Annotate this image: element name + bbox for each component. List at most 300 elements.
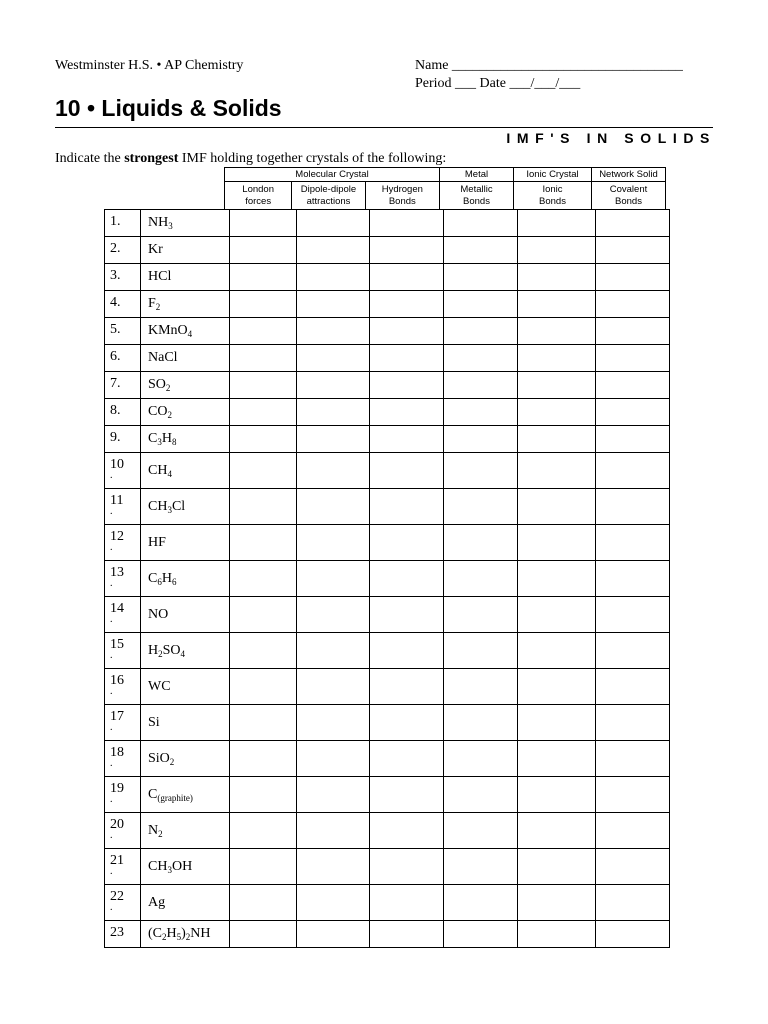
col-label-line: forces <box>245 195 272 207</box>
row-number-dot: . <box>110 686 113 697</box>
answer-cell[interactable] <box>444 453 518 489</box>
col-label-line: Bonds <box>463 195 490 207</box>
row-number-text: 4. <box>110 295 121 310</box>
table-body <box>105 210 670 948</box>
row-number-dot: . <box>110 650 113 661</box>
answer-cell[interactable] <box>370 525 444 561</box>
answer-cell[interactable] <box>518 633 596 669</box>
row-number-dot: . <box>110 722 113 733</box>
answer-cell[interactable] <box>230 705 297 741</box>
col-label-line: Ionic <box>542 183 563 195</box>
answer-cell[interactable] <box>596 453 670 489</box>
answer-cell[interactable] <box>297 741 370 777</box>
col-label-line: Covalent <box>609 183 648 195</box>
row-number-text: 21 <box>110 853 124 868</box>
answer-cell[interactable] <box>596 525 670 561</box>
answer-cell[interactable] <box>297 372 370 399</box>
answer-cell[interactable] <box>297 399 370 426</box>
col-label-line: Hydrogen <box>381 183 423 195</box>
formula-subscript: 3 <box>157 437 162 447</box>
formula-part: SO <box>148 377 166 392</box>
formula-subscript: 3 <box>168 221 173 231</box>
answer-cell[interactable] <box>230 453 297 489</box>
row-number-text: 10 <box>110 457 124 472</box>
compound-formula <box>141 885 230 921</box>
answer-cell[interactable] <box>370 372 444 399</box>
formula-part: NH <box>148 215 169 230</box>
row-number <box>105 453 141 489</box>
compound-formula <box>141 633 230 669</box>
row-number-dot: . <box>110 542 113 553</box>
answer-cell[interactable] <box>230 849 297 885</box>
answer-cell[interactable] <box>518 426 596 453</box>
group-metal: Metal <box>440 168 514 182</box>
answer-cell[interactable] <box>230 489 297 525</box>
column-header-table <box>224 167 666 210</box>
answer-cell[interactable] <box>297 525 370 561</box>
answer-cell[interactable] <box>518 264 596 291</box>
answer-cell[interactable] <box>230 291 297 318</box>
answer-cell[interactable] <box>518 345 596 372</box>
answer-cell[interactable] <box>297 921 370 948</box>
answer-cell[interactable] <box>297 597 370 633</box>
answer-cell[interactable] <box>444 399 518 426</box>
answer-cell[interactable] <box>444 669 518 705</box>
formula-part: CH <box>148 498 168 514</box>
answer-cell[interactable] <box>370 813 444 849</box>
row-number-dot: . <box>110 470 113 481</box>
imf-worksheet-table <box>104 209 670 948</box>
answer-cell[interactable] <box>518 318 596 345</box>
answer-cell[interactable] <box>518 399 596 426</box>
formula-part: H <box>166 926 177 941</box>
answer-cell[interactable] <box>297 777 370 813</box>
answer-cell[interactable] <box>444 633 518 669</box>
answer-cell[interactable] <box>596 633 670 669</box>
formula-part: KMnO <box>148 323 188 338</box>
answer-cell[interactable] <box>230 813 297 849</box>
answer-cell[interactable] <box>297 345 370 372</box>
answer-cell[interactable] <box>596 399 670 426</box>
answer-cell[interactable] <box>444 345 518 372</box>
answer-cell[interactable] <box>596 237 670 264</box>
formula-part: Si <box>148 714 160 730</box>
answer-cell[interactable] <box>370 597 444 633</box>
answer-cell[interactable] <box>444 561 518 597</box>
formula-part: Kr <box>148 242 163 257</box>
table-row <box>105 318 670 345</box>
row-number <box>105 372 141 399</box>
answer-cell[interactable] <box>518 885 596 921</box>
title-divider <box>55 127 713 128</box>
answer-cell[interactable] <box>230 921 297 948</box>
answer-cell[interactable] <box>297 633 370 669</box>
row-number <box>105 291 141 318</box>
formula-subscript: 2 <box>167 410 172 420</box>
row-number-text: 6. <box>110 349 121 364</box>
answer-cell[interactable] <box>230 669 297 705</box>
instructions <box>55 151 446 167</box>
col-hydrogen-bonds <box>365 182 439 210</box>
answer-cell[interactable] <box>230 426 297 453</box>
answer-cell[interactable] <box>596 372 670 399</box>
answer-cell[interactable] <box>370 777 444 813</box>
formula-part: C <box>148 570 158 586</box>
row-number-text: 3. <box>110 268 121 283</box>
row-number <box>105 237 141 264</box>
answer-cell[interactable] <box>518 237 596 264</box>
formula-part: HCl <box>148 269 172 284</box>
answer-cell[interactable] <box>444 372 518 399</box>
table-row <box>105 426 670 453</box>
compound-formula <box>141 669 230 705</box>
answer-cell[interactable] <box>518 525 596 561</box>
answer-cell[interactable] <box>370 426 444 453</box>
answer-cell[interactable] <box>370 705 444 741</box>
answer-cell[interactable] <box>518 705 596 741</box>
formula-subscript: 6 <box>171 576 177 587</box>
row-number-dot: . <box>110 902 113 913</box>
answer-cell[interactable] <box>230 561 297 597</box>
formula-part: N <box>148 822 159 838</box>
answer-cell[interactable] <box>370 345 444 372</box>
formula-part: OH <box>171 858 193 874</box>
row-number-dot: . <box>110 506 113 517</box>
formula-subscript: 3 <box>167 504 172 515</box>
answer-cell[interactable] <box>444 705 518 741</box>
compound-formula <box>141 849 230 885</box>
formula-part: Cl <box>171 498 186 514</box>
compound-formula <box>141 741 230 777</box>
compound-formula <box>141 399 230 426</box>
compound-formula <box>141 318 230 345</box>
row-number-text: 13 <box>110 565 124 580</box>
col-london-forces <box>225 182 292 210</box>
row-number <box>105 561 141 597</box>
table-row <box>105 345 670 372</box>
answer-cell[interactable] <box>297 264 370 291</box>
compound-formula <box>141 264 230 291</box>
group-ionic-crystal: Ionic Crystal <box>514 168 592 182</box>
row-number-text: 7. <box>110 376 121 391</box>
col-label-line: Bonds <box>388 195 416 207</box>
row-number <box>105 705 141 741</box>
answer-cell[interactable] <box>370 453 444 489</box>
row-number <box>105 264 141 291</box>
answer-cell[interactable] <box>297 291 370 318</box>
answer-cell[interactable] <box>230 372 297 399</box>
answer-cell[interactable] <box>444 210 518 237</box>
answer-cell[interactable] <box>444 489 518 525</box>
compound-formula <box>141 921 230 948</box>
answer-cell[interactable] <box>297 210 370 237</box>
formula-subscript: 2 <box>158 828 163 839</box>
answer-cell[interactable] <box>370 885 444 921</box>
row-number-dot: . <box>110 614 113 625</box>
answer-cell[interactable] <box>370 291 444 318</box>
answer-cell[interactable] <box>444 777 518 813</box>
answer-cell[interactable] <box>297 453 370 489</box>
answer-cell[interactable] <box>230 597 297 633</box>
group-molecular-crystal: Molecular Crystal <box>225 168 440 182</box>
answer-cell[interactable] <box>518 813 596 849</box>
compound-formula <box>141 705 230 741</box>
answer-cell[interactable] <box>596 597 670 633</box>
answer-cell[interactable] <box>370 318 444 345</box>
col-label-line: Bonds <box>539 195 566 207</box>
answer-cell[interactable] <box>596 669 670 705</box>
formula-part: C <box>148 431 158 446</box>
formula-part: HF <box>148 534 166 550</box>
table-row <box>105 633 670 669</box>
row-number <box>105 426 141 453</box>
row-number-text: 18 <box>110 745 124 760</box>
answer-cell[interactable] <box>518 291 596 318</box>
school-course: Westminster H.S. • AP Chemistry <box>55 58 244 73</box>
answer-cell[interactable] <box>518 453 596 489</box>
answer-cell[interactable] <box>444 885 518 921</box>
row-number <box>105 633 141 669</box>
answer-cell[interactable] <box>444 921 518 948</box>
formula-subscript: (graphite) <box>157 792 193 803</box>
compound-formula <box>141 813 230 849</box>
answer-cell[interactable] <box>230 525 297 561</box>
formula-subscript: 4 <box>167 468 172 479</box>
row-number <box>105 921 141 948</box>
formula-part: Ag <box>148 894 166 910</box>
compound-formula <box>141 561 230 597</box>
answer-cell[interactable] <box>518 372 596 399</box>
row-number <box>105 741 141 777</box>
table-row <box>105 849 670 885</box>
answer-cell[interactable] <box>444 426 518 453</box>
row-number-text: 8. <box>110 403 121 418</box>
formula-subscript: 4 <box>187 329 193 339</box>
answer-cell[interactable] <box>518 741 596 777</box>
answer-cell[interactable] <box>518 561 596 597</box>
formula-part: ) <box>181 926 186 941</box>
compound-formula <box>141 597 230 633</box>
row-number <box>105 813 141 849</box>
answer-cell[interactable] <box>596 291 670 318</box>
answer-cell[interactable] <box>230 741 297 777</box>
formula-part: (C <box>148 926 162 941</box>
answer-cell[interactable] <box>370 669 444 705</box>
answer-cell[interactable] <box>444 237 518 264</box>
formula-part: NO <box>148 606 169 622</box>
answer-cell[interactable] <box>370 741 444 777</box>
answer-cell[interactable] <box>297 813 370 849</box>
col-label-line: Dipole-dipole <box>300 183 357 195</box>
answer-cell[interactable] <box>518 777 596 813</box>
col-label-line: Bonds <box>615 195 642 207</box>
row-number-text: 1. <box>110 214 121 229</box>
answer-cell[interactable] <box>297 849 370 885</box>
row-number-dot: . <box>110 578 113 589</box>
answer-cell[interactable] <box>370 237 444 264</box>
answer-cell[interactable] <box>297 669 370 705</box>
answer-cell[interactable] <box>518 669 596 705</box>
formula-subscript: 6 <box>157 576 162 587</box>
answer-cell[interactable] <box>518 597 596 633</box>
table-row <box>105 372 670 399</box>
answer-cell[interactable] <box>297 318 370 345</box>
formula-part: NaCl <box>148 350 178 365</box>
table-row <box>105 741 670 777</box>
answer-cell[interactable] <box>444 597 518 633</box>
formula-part: H <box>148 642 159 658</box>
answer-cell[interactable] <box>297 489 370 525</box>
formula-part: NH <box>190 926 211 941</box>
answer-cell[interactable] <box>370 633 444 669</box>
instructions-start: Indicate the <box>55 151 125 166</box>
answer-cell[interactable] <box>230 885 297 921</box>
row-number-text: 23 <box>110 925 124 940</box>
table-row <box>105 264 670 291</box>
formula-part: H <box>161 431 172 446</box>
col-label-line: attractions <box>306 195 351 207</box>
answer-cell[interactable] <box>596 849 670 885</box>
answer-cell[interactable] <box>230 318 297 345</box>
row-number-dot: . <box>110 794 113 805</box>
answer-cell[interactable] <box>596 921 670 948</box>
table-row <box>105 489 670 525</box>
formula-subscript: 2 <box>165 383 171 393</box>
row-number-text: 9. <box>110 430 121 445</box>
answer-cell[interactable] <box>297 885 370 921</box>
answer-cell[interactable] <box>518 921 596 948</box>
formula-subscript: 3 <box>167 864 172 875</box>
answer-cell[interactable] <box>370 561 444 597</box>
row-number <box>105 885 141 921</box>
row-number <box>105 210 141 237</box>
table-row <box>105 237 670 264</box>
answer-cell[interactable] <box>444 813 518 849</box>
row-number <box>105 777 141 813</box>
compound-formula <box>141 372 230 399</box>
answer-cell[interactable] <box>297 561 370 597</box>
answer-cell[interactable] <box>370 849 444 885</box>
answer-cell[interactable] <box>444 525 518 561</box>
answer-cell[interactable] <box>444 291 518 318</box>
answer-cell[interactable] <box>596 885 670 921</box>
answer-cell[interactable] <box>596 561 670 597</box>
answer-cell[interactable] <box>596 489 670 525</box>
answer-cell[interactable] <box>596 741 670 777</box>
row-number-text: 15 <box>110 637 124 652</box>
answer-cell[interactable] <box>230 345 297 372</box>
answer-cell[interactable] <box>444 318 518 345</box>
col-ionic-bonds <box>514 182 592 210</box>
answer-cell[interactable] <box>370 210 444 237</box>
answer-cell[interactable] <box>230 264 297 291</box>
table-row <box>105 291 670 318</box>
row-number-text: 11 <box>110 493 124 508</box>
answer-cell[interactable] <box>596 426 670 453</box>
formula-part: WC <box>148 678 171 694</box>
table-row <box>105 210 670 237</box>
section-title: IMF'S IN SOLIDS <box>506 130 716 146</box>
table-row <box>105 777 670 813</box>
row-number <box>105 318 141 345</box>
page-title: 10 • Liquids & Solids <box>55 95 282 121</box>
table-row <box>105 525 670 561</box>
table-row <box>105 669 670 705</box>
formula-subscript: 2 <box>185 932 191 942</box>
row-number-dot: . <box>110 830 113 841</box>
answer-cell[interactable] <box>230 210 297 237</box>
col-covalent-bonds <box>592 182 666 210</box>
row-number-dot: . <box>110 758 113 769</box>
answer-cell[interactable] <box>596 345 670 372</box>
answer-cell[interactable] <box>596 318 670 345</box>
answer-cell[interactable] <box>596 813 670 849</box>
answer-cell[interactable] <box>230 777 297 813</box>
col-label-line: Metallic <box>460 183 493 195</box>
answer-cell[interactable] <box>297 426 370 453</box>
answer-cell[interactable] <box>230 237 297 264</box>
answer-cell[interactable] <box>596 210 670 237</box>
answer-cell[interactable] <box>518 489 596 525</box>
row-number-text: 22 <box>110 889 124 904</box>
answer-cell[interactable] <box>230 633 297 669</box>
answer-cell[interactable] <box>370 399 444 426</box>
answer-cell[interactable] <box>444 741 518 777</box>
formula-part: H <box>161 570 172 586</box>
compound-formula <box>141 525 230 561</box>
answer-cell[interactable] <box>518 849 596 885</box>
formula-part: F <box>148 296 156 311</box>
answer-cell[interactable] <box>297 237 370 264</box>
table-row <box>105 597 670 633</box>
row-number-dot: . <box>110 866 113 877</box>
col-metallic-bonds <box>440 182 514 210</box>
row-number-text: 19 <box>110 781 124 796</box>
answer-cell[interactable] <box>370 921 444 948</box>
answer-cell[interactable] <box>596 264 670 291</box>
row-number-text: 2. <box>110 241 121 256</box>
compound-formula <box>141 489 230 525</box>
table-row <box>105 921 670 948</box>
answer-cell[interactable] <box>518 210 596 237</box>
formula-subscript: 2 <box>158 648 163 659</box>
formula-subscript: 2 <box>155 302 161 312</box>
compound-formula <box>141 777 230 813</box>
answer-cell[interactable] <box>297 705 370 741</box>
compound-formula <box>141 453 230 489</box>
answer-cell[interactable] <box>444 849 518 885</box>
table-row <box>105 561 670 597</box>
table-row <box>105 453 670 489</box>
row-number-text: 17 <box>110 709 124 724</box>
answer-cell[interactable] <box>370 489 444 525</box>
answer-cell[interactable] <box>444 264 518 291</box>
answer-cell[interactable] <box>596 777 670 813</box>
table-row <box>105 813 670 849</box>
answer-cell[interactable] <box>370 264 444 291</box>
answer-cell[interactable] <box>230 399 297 426</box>
row-number <box>105 849 141 885</box>
row-number <box>105 597 141 633</box>
formula-part: C <box>148 786 158 802</box>
instructions-end: IMF holding together crystals of the following: <box>178 151 447 166</box>
compound-formula <box>141 426 230 453</box>
formula-part: SO <box>162 642 181 658</box>
answer-cell[interactable] <box>596 705 670 741</box>
formula-part: SiO <box>148 750 170 766</box>
table-row <box>105 399 670 426</box>
formula-subscript: 4 <box>180 648 186 659</box>
